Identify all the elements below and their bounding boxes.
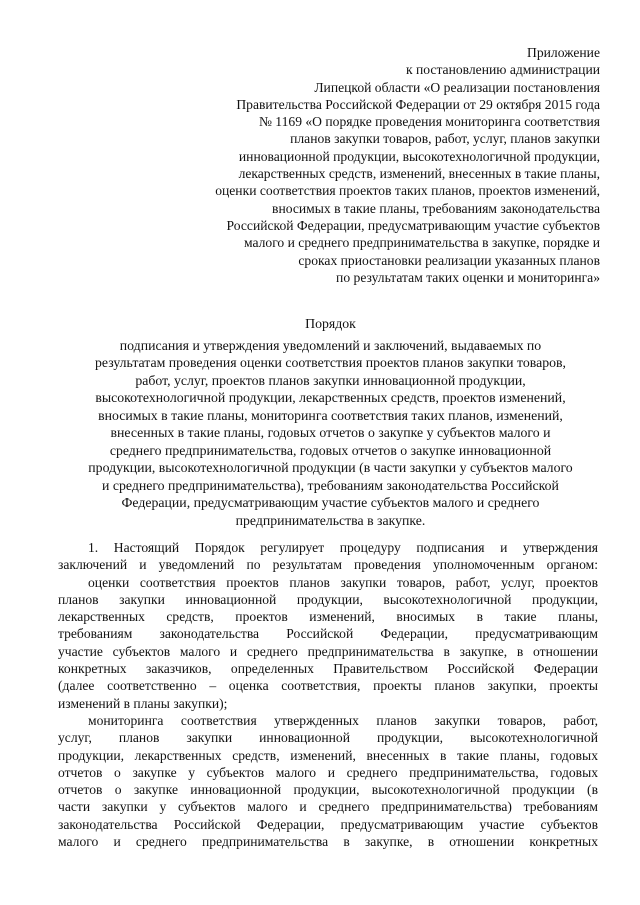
- body-text: [58, 539, 598, 850]
- body-line: части закупки у субъектов малого и среднего предпринимательства) требованиям: [58, 799, 598, 815]
- appendix-line: Липецкой области «О реализации постановления: [314, 79, 600, 95]
- body-line: оценки соответствия проектов планов закупки товаров, работ, услуг, проектов: [88, 574, 598, 590]
- appendix-line: по результатам таких оценки и мониторинга»: [336, 269, 600, 285]
- appendix-line: к постановлению администрации: [406, 62, 600, 78]
- body-line: планов закупки инновационной продукции, высокотехнологичной продукции,: [58, 591, 598, 607]
- title-line: предпринимательства в закупке.: [235, 512, 426, 528]
- appendix-line: вносимых в такие планы, требованиям законодательства: [272, 200, 600, 216]
- title-line: работ, услуг, проектов планов закупки инновационной продукции,: [135, 372, 526, 388]
- title-line: результатам проведения оценки соответствия проектов планов закупки товаров,: [95, 355, 566, 370]
- body-line: законодательства Российской Федерации, предусматривающим участие субъектов: [58, 816, 598, 832]
- body-line: лекарственных средств, проектов изменений, вносимых в такие планы,: [58, 609, 598, 625]
- appendix-line: Российской Федерации, предусматривающим участие субъектов: [226, 217, 600, 233]
- title-line: и среднего предпринимательства), требованиям законодательства Российской: [102, 477, 559, 493]
- document-title: [58, 315, 603, 529]
- body-line: мониторинга соответствия утвержденных планов закупки товаров, работ,: [88, 712, 598, 728]
- body-line: заключений и уведомлений по результатам проведения уполномоченным органом:: [58, 557, 598, 573]
- appendix-line: Приложение: [527, 45, 600, 60]
- appendix-line: оценки соответствия проектов таких планов, проектов изменений,: [215, 183, 600, 199]
- appendix-line: лекарственных средств, изменений, внесенных в такие планы,: [238, 166, 600, 182]
- title-line: высокотехнологичной продукции, лекарственных средств, проектов изменений,: [95, 390, 566, 405]
- body-line: малого и среднего предпринимательства в закупке, в отношении конкретных: [58, 834, 598, 850]
- body-line: продукции, лекарственных средств, изменений, внесенных в такие планы, годовых: [58, 747, 598, 763]
- title-line: Федерации, предусматривающим участие субъектов малого и среднего: [121, 495, 540, 510]
- body-line: услуг, планов закупки инновационной продукции, высокотехнологичной: [58, 730, 598, 746]
- body-line: 1. Настоящий Порядок регулирует процедуру подписания и утверждения: [88, 540, 598, 555]
- body-line: изменений в планы закупки);: [58, 695, 228, 711]
- body-line: отчетов о закупке инновационной продукции, высокотехнологичной продукции (в: [58, 782, 598, 798]
- title-heading: Порядок: [305, 316, 356, 331]
- appendix-line: малого и среднего предпринимательства в закупке, порядке и: [243, 235, 600, 251]
- body-line: (далее соответственно – оценка соответствия, проекты планов закупки, проекты: [58, 678, 598, 694]
- body-line: требованиям законодательства Российской Федерации, предусматривающим: [58, 626, 598, 642]
- title-line: вносимых в такие планы, мониторинга соответствия таких планов, изменений,: [98, 407, 563, 423]
- title-line: подписания и утверждения уведомлений и заключений, выдаваемых по: [119, 337, 542, 353]
- appendix-line: № 1169 «О порядке проведения мониторинга соответствия: [258, 114, 600, 130]
- body-line: участие субъектов малого и среднего предпринимательства в закупке, в отношении: [58, 643, 598, 659]
- title-line: среднего предпринимательства, годовых отчетов о закупке инновационной: [109, 442, 552, 458]
- body-line: отчетов о закупке у субъектов малого и среднего предпринимательства, годовых: [58, 764, 598, 780]
- body-line: конкретных заказчиков, определенных Правительством Российской Федерации: [58, 661, 598, 677]
- appendix-line: сроках приостановки реализации указанных планов: [298, 252, 600, 268]
- title-line: внесенных в такие планы, годовых отчетов о закупке у субъектов малого и: [110, 425, 551, 440]
- title-line: продукции, высокотехнологичной продукции (в части закупки у субъектов малого: [88, 460, 573, 475]
- appendix-line: инновационной продукции, высокотехнологичной продукции,: [238, 148, 600, 164]
- appendix-line: планов закупки товаров, работ, услуг, планов закупки: [290, 131, 600, 147]
- appendix-line: Правительства Российской Федерации от 29 октября 2015 года: [236, 96, 600, 112]
- appendix-header: [150, 44, 600, 286]
